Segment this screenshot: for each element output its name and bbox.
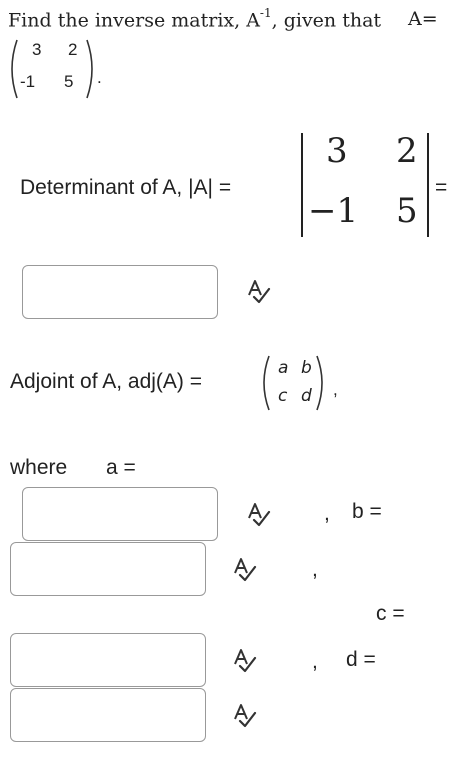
question-prefix: Find the inverse matrix, A [8,9,260,32]
matrix-r1c2: 2 [68,40,78,59]
adj-comma: , [333,380,338,399]
a-input[interactable] [22,487,218,541]
c-label: c = [376,602,405,625]
adj-c: c [278,386,288,406]
d-label: d = [346,648,376,671]
inverse-superscript: -1 [259,6,272,20]
comma-c: , [312,650,318,673]
comma-b: , [312,558,318,581]
adjoint-label: Adjoint of A, adj(A) = [10,370,203,393]
question-suffix: , given that [271,9,382,32]
left-paren [6,38,20,100]
b-label: b = [352,500,382,523]
det-r2c2: 5 [396,191,418,231]
question-text [8,8,381,31]
spell-check-icon[interactable] [246,502,272,528]
determinant-input[interactable] [22,265,218,319]
adj-right-paren [314,354,328,412]
det-r2c1: −1 [308,191,359,231]
matrix-r2c2: 5 [64,72,74,91]
determinant-label: Determinant of A, |A| = [20,176,232,199]
spell-check-icon[interactable] [246,279,272,305]
matrix-r1c1: 3 [32,40,42,59]
det-right-bar [427,133,429,237]
adj-left-paren [258,354,272,412]
spell-check-icon[interactable] [232,557,258,583]
det-r1c2: 2 [396,131,418,171]
comma-a: , [324,502,330,525]
spell-check-icon[interactable] [232,648,258,674]
matrix-r2c1: -1 [20,72,36,91]
a-equals: A= [408,8,438,30]
d-input[interactable] [10,688,206,742]
a-label: a = [106,456,136,479]
c-input[interactable] [10,633,206,687]
spell-check-icon[interactable] [232,703,258,729]
where-label: where [10,456,68,479]
det-left-bar [301,133,303,237]
b-input[interactable] [10,542,206,596]
adj-a: a [278,358,289,378]
adj-d: d [301,386,312,406]
adj-b: b [301,358,312,378]
matrix-dot: . [97,68,102,87]
adjoint-matrix [258,354,348,414]
right-paren [84,38,98,100]
det-equals: = [435,176,448,199]
det-r1c1: 3 [326,131,348,171]
question-matrix [6,38,106,100]
